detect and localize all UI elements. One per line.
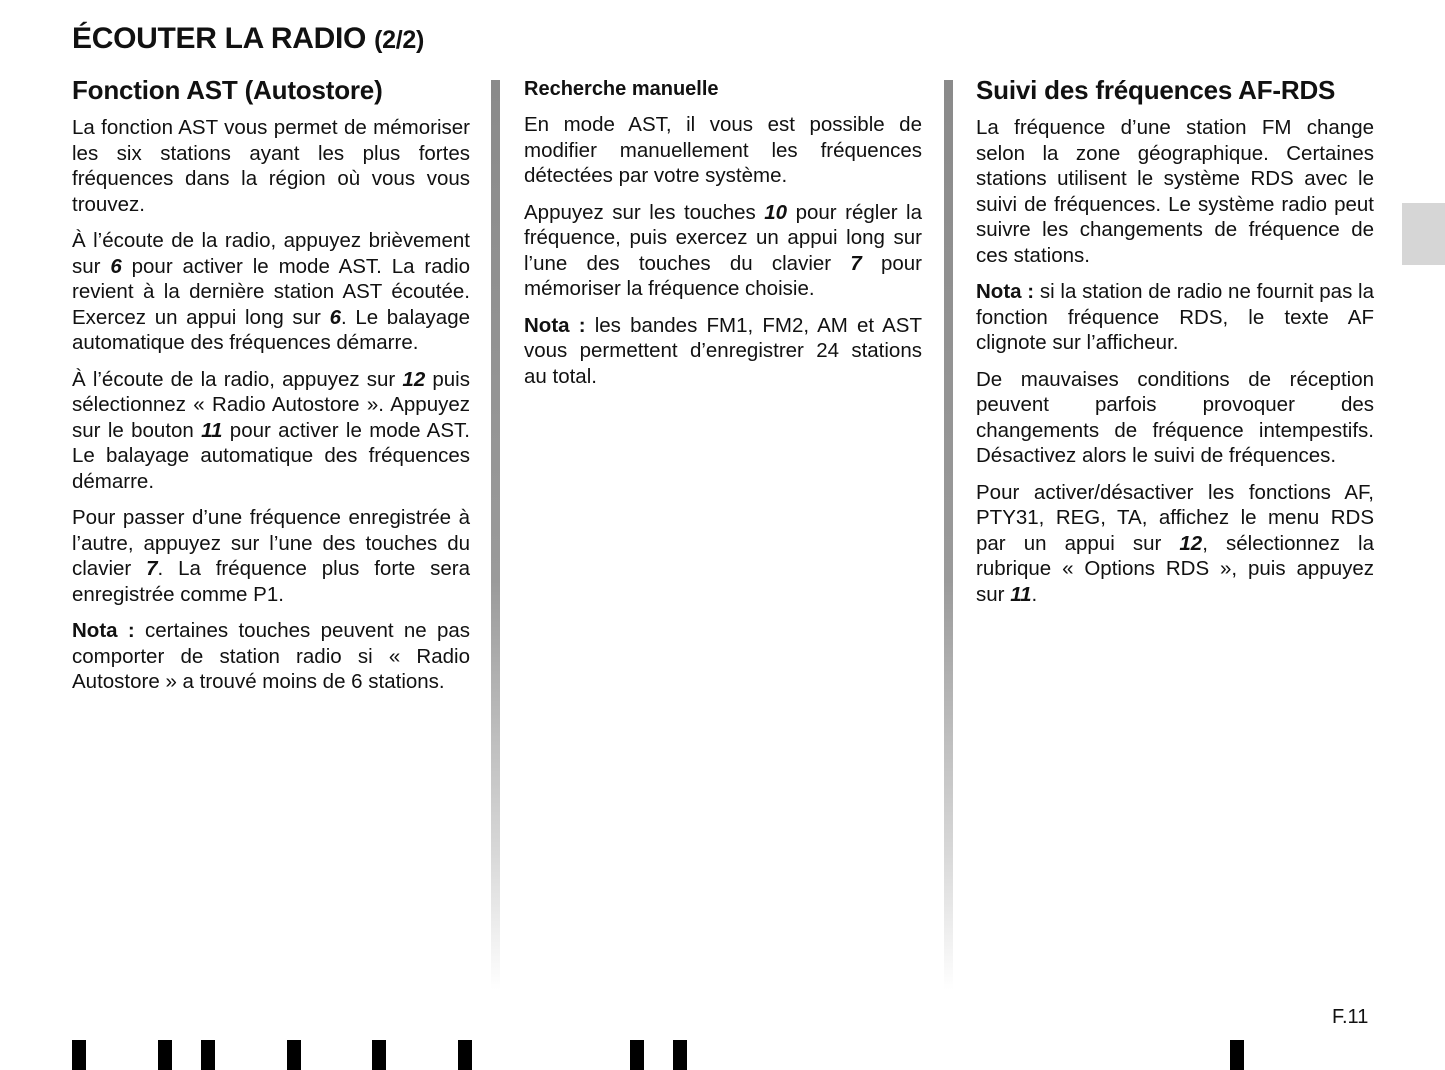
key-reference: 6 [329, 305, 341, 329]
paragraph: À l’écoute de la radio, appuyez brièvement sur 6 pour activer le mode AST. La radio revient à la dernière station AST écoutée. Exercez un appui long sur 6. Le balayage automatique des fréquences démarre. [72, 229, 470, 354]
key-reference: 10 [764, 200, 788, 224]
note-label: Nota : [72, 619, 135, 642]
page-title [72, 22, 424, 56]
crop-mark [158, 1040, 172, 1070]
key-reference: 11 [201, 418, 223, 442]
column-divider-left [491, 80, 500, 990]
key-reference: 7 [850, 251, 862, 275]
crop-mark [201, 1040, 215, 1070]
key-reference: 6 [110, 254, 122, 278]
paragraph: Appuyez sur les touches 10 pour régler la fréquence, puis exercez un appui long sur l’une des touches du clavier 7 pour mémoriser la fréquence choisie. [524, 200, 923, 300]
key-reference: 11 [1010, 582, 1032, 606]
paragraph: La fonction AST vous permet de mémoriser les six stations ayant les plus fortes fréquences dans la région où vous vous trouvez. [72, 116, 470, 216]
paragraph: En mode AST, il vous est possible de modifier manuellement les fréquences détectées par votre système. [524, 113, 922, 187]
crop-mark [72, 1040, 86, 1070]
crop-mark [630, 1040, 644, 1070]
paragraph: La fréquence d’une station FM change selon la zone géographique. Certaines stations utilisent le système RDS avec le suivi de fréquences. Le système radio peut suivre les changements de fréquence de ces stations. [976, 116, 1374, 267]
note-paragraph: Nota : certaines touches peuvent ne pas comporter de station radio si « Radio Autostore » a trouvé moins de 6 stations. [72, 619, 470, 693]
page-title-main: ÉCOUTER LA RADIO [72, 22, 367, 55]
key-reference: 12 [402, 367, 426, 391]
crop-mark [372, 1040, 386, 1070]
paragraph: Pour activer/désactiver les fonctions AF, PTY31, REG, TA, affichez le menu RDS par un appui sur 12, sélectionnez la rubrique « Options RDS », puis appuyez sur 11. [976, 480, 1374, 606]
page-title-suffix: (2/2) [374, 26, 425, 54]
key-reference: 12 [1179, 531, 1203, 555]
note-label: Nota : [976, 280, 1035, 303]
crop-mark [287, 1040, 301, 1070]
note-label: Nota : [524, 313, 586, 337]
section-heading-autostore: Fonction AST (Autostore) [72, 75, 383, 105]
paragraph: À l’écoute de la radio, appuyez sur 12 puis sélectionnez « Radio Autostore ». Appuyez sur le bouton 11 pour activer le mode AST. Le balayage automatique des fréquences démarre. [72, 367, 470, 493]
page-number: F.11 [1332, 1006, 1369, 1028]
section-heading-manual-search: Recherche manuelle [524, 78, 719, 100]
crop-mark [1230, 1040, 1244, 1070]
paragraph: Pour passer d’une fréquence enregistrée à l’autre, appuyez sur l’une des touches du clavier 7. La fréquence plus forte sera enregistrée comme P1. [72, 506, 470, 606]
crop-mark [673, 1040, 687, 1070]
note-paragraph: Nota : les bandes FM1, FM2, AM et AST vous permettent d’enregistrer 24 stations au total. [524, 313, 922, 388]
crop-mark [458, 1040, 472, 1070]
column-manual-search [524, 74, 922, 400]
column-divider-right [944, 80, 953, 990]
column-af-rds [976, 74, 1374, 618]
chapter-thumb-tab [1402, 203, 1445, 265]
note-paragraph: Nota : si la station de radio ne fournit pas la fonction fréquence RDS, le texte AF clignote sur l’afficheur. [976, 280, 1375, 354]
key-reference: 7 [146, 557, 158, 580]
paragraph: De mauvaises conditions de réception peuvent parfois provoquer des changements de fréquence intempestifs. Désactivez alors le suivi de fréquences. [976, 367, 1374, 467]
section-heading-af-rds: Suivi des fréquences AF-RDS [976, 75, 1336, 105]
column-autostore [72, 74, 470, 706]
